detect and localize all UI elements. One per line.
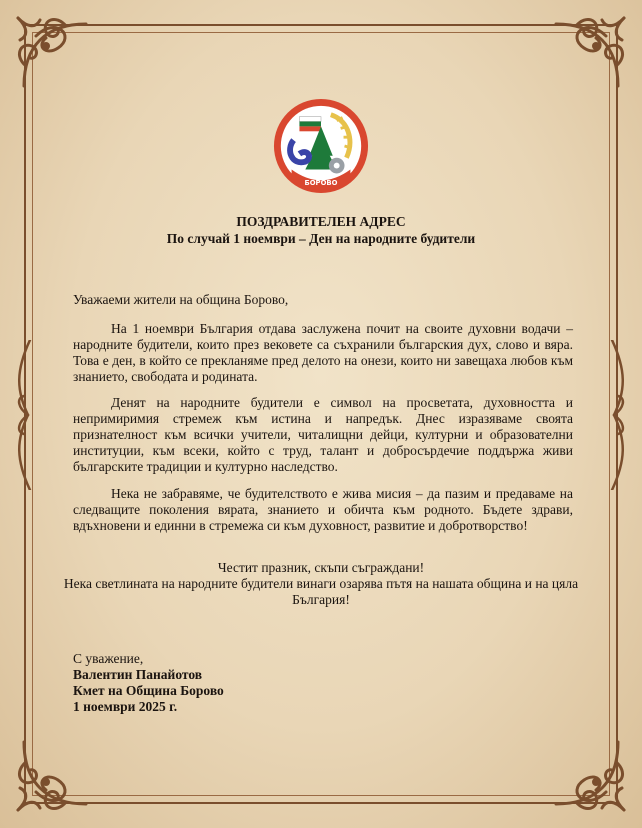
closing-line-1: Честит празник, скъпи съграждани! bbox=[217, 560, 425, 575]
logo-text: БОРОВО bbox=[304, 179, 338, 188]
corner-ornament-icon bbox=[546, 732, 636, 822]
greeting-line: Уважаеми жители на община Борово, bbox=[73, 292, 289, 307]
signature-regards: С уважение, bbox=[73, 651, 144, 666]
side-ornament-icon bbox=[8, 340, 38, 490]
heading-block bbox=[60, 213, 582, 247]
paragraph-1: На 1 ноември България отдава заслужена почит на своите духовни водачи – народните будители, които през вековете са съхранили българския дух, слово и вяра. Това е ден, в който се прекланяме пред делото на онези, които ни завещаха любов към знанието, свободата и родината. bbox=[73, 321, 573, 384]
corner-ornament-icon bbox=[6, 732, 96, 822]
signature-position: Кмет на Община Борово bbox=[73, 683, 224, 698]
closing-line-2: Нека светлината на народните будители винаги озарява пътя на нашата община и на цяла България! bbox=[63, 576, 579, 607]
signature-date: 1 ноември 2025 г. bbox=[73, 699, 178, 714]
corner-ornament-icon bbox=[6, 6, 96, 96]
corner-ornament-icon bbox=[546, 6, 636, 96]
paragraph-2: Денят на народните будители е символ на просветата, духовността и непримиримия стремеж към истина и напредък. Днес изразяваме своята признателност към всички учители, читалищни дейци, културни и образователни институции, към всеки, който с труд, талант и добросърдечие поддържа живи българските традиции и културно наследство. bbox=[73, 395, 573, 474]
side-ornament-icon bbox=[604, 340, 634, 490]
municipality-logo bbox=[272, 97, 370, 195]
paragraph-3: Нека не забравяме, че будителството е жива мисия – да пазим и предаваме на следващите поколения вярата, знанието и обичта към родното. Бъдете здрави, вдъхновени и единни в стремежа си към духовност, развитие и добротворство! bbox=[73, 486, 573, 533]
signature-block bbox=[73, 651, 224, 715]
closing-block bbox=[60, 560, 582, 608]
document-title: ПОЗДРАВИТЕЛЕН АДРЕС bbox=[236, 214, 406, 229]
signature-name: Валентин Панайотов bbox=[73, 667, 203, 682]
document-subtitle: По случай 1 ноември – Ден на народните будители bbox=[166, 231, 476, 246]
